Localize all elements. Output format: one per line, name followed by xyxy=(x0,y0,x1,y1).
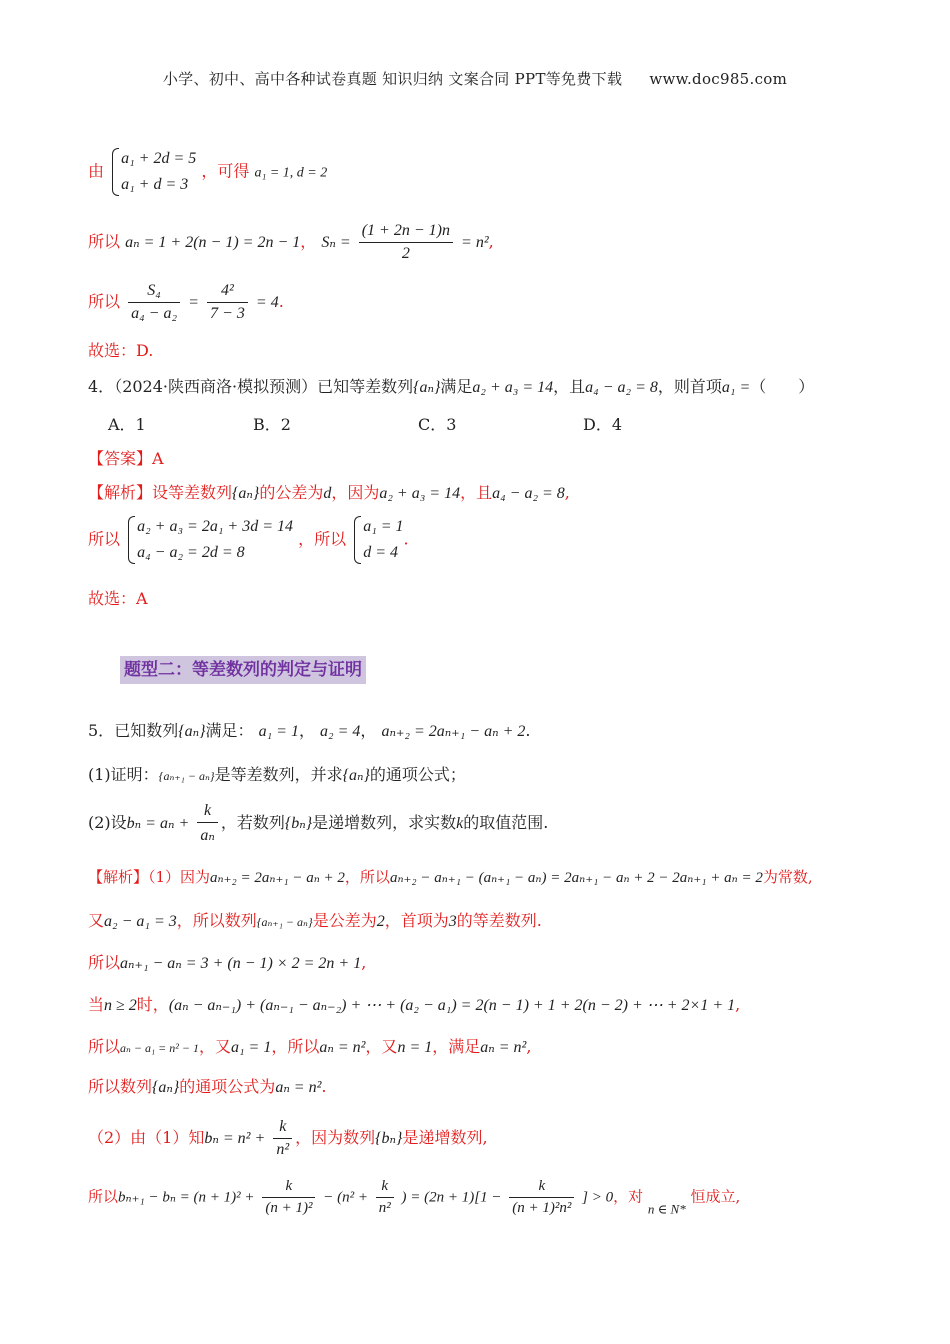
s5-eq5: aₙ = n² xyxy=(480,1039,527,1056)
q4-system-1 xyxy=(125,514,293,566)
p2-text: ，若数列 xyxy=(220,813,285,832)
t2-a: 所以 xyxy=(88,1187,119,1206)
q4-stem1: 已知等差数列 xyxy=(317,377,414,396)
s2-d: 2 xyxy=(376,913,385,930)
prev-eq2: a₁ + d = 3 xyxy=(121,176,189,193)
q4-stem4: ，则首项 xyxy=(657,377,722,396)
s6-a: 所以数列 xyxy=(88,1077,153,1096)
analysis-text4: ，且 xyxy=(460,483,493,502)
t2-d1: (n + 1)² xyxy=(265,1200,313,1216)
s1-end: 为常数, xyxy=(762,868,813,886)
s4-label: 当 xyxy=(88,995,105,1014)
q4-analysis-line: 【解析】设等差数列{aₙ}的公差为d，因为a₂ + a₃ = 14，且a₄ − a₂ = 8, xyxy=(88,483,570,502)
q4-number: 4． xyxy=(88,377,115,396)
q5-sol-line3: 所以aₙ₊₁ − aₙ = 3 + (n − 1) × 2 = 2n + 1, xyxy=(88,953,367,972)
ratio-denominator-2: 7 − 3 xyxy=(210,305,245,322)
s1-eq: aₙ₊₂ = 2aₙ₊₁ − aₙ + 2 xyxy=(210,870,345,886)
analysis-c2: a₄ − a₂ = 8 xyxy=(492,485,565,502)
prev-system-line xyxy=(88,146,327,198)
sys1-row2: a₄ − a₂ = 2d = 8 xyxy=(137,544,245,561)
sn-numerator: (1 + 2n − 1)n xyxy=(359,222,453,243)
s5-eq3: aₙ = n² xyxy=(319,1039,366,1056)
t2-c: 恒成立, xyxy=(690,1187,741,1206)
q4-option-a[interactable]: A．1 xyxy=(108,415,146,434)
p2-seq: {bₙ} xyxy=(284,815,313,832)
t2-cond: n ∈ N* xyxy=(647,1201,686,1217)
prev-eq1: a₁ + 2d = 5 xyxy=(121,150,197,167)
ratio-numerator-2: 4² xyxy=(207,282,248,303)
t2-lhs: bₙ₊₁ − bₙ = (n + 1)² + xyxy=(118,1189,255,1206)
q5-stem2: 满足： xyxy=(205,721,254,740)
analysis-c1: a₂ + a₃ = 14 xyxy=(379,485,461,502)
s6-seq: {aₙ} xyxy=(152,1079,180,1096)
s2-b: ，所以数列 xyxy=(176,911,257,930)
s2-g: 的等差数列. xyxy=(456,911,542,930)
s2-a: 又 xyxy=(88,911,105,930)
s4-eq: (aₙ − aₙ₋₁) + (aₙ₋₁ − aₙ₋₂) + ⋯ + (a₂ − a₁) = 2(n − 1) + 1 + 2(n − 2) + ⋯ + 2×1 + 1 xyxy=(168,997,736,1014)
t2-b: ，对 xyxy=(613,1187,644,1206)
t1-k: k xyxy=(273,1118,292,1139)
q4-option-b[interactable]: B．2 xyxy=(253,415,291,434)
sys2-row2: d = 4 xyxy=(363,544,398,561)
q5-part1 xyxy=(88,762,466,785)
q5-part2 xyxy=(88,802,548,845)
sys2-row1: a₁ = 1 xyxy=(363,518,404,535)
q4-answer: 【答案】A xyxy=(88,449,164,468)
ratio-fraction xyxy=(128,282,180,323)
q5-sol-line5: 所以aₙ − a₁ = n² − 1，又a₁ = 1，所以aₙ = n²，又n = 1，满足aₙ = n², xyxy=(88,1037,532,1056)
t2-mid2: ) = (2n + 1)[1 − xyxy=(401,1189,502,1206)
analysis-text2: 的公差为 xyxy=(259,483,324,502)
t1-bn: bₙ = n² + xyxy=(204,1130,266,1147)
s5-eq2: a₁ = 1 xyxy=(230,1039,272,1056)
s3-label: 所以 xyxy=(88,953,121,972)
q5-part2-sol-line2 xyxy=(88,1178,740,1218)
t2-fraction-1 xyxy=(262,1178,315,1217)
q4-stem2: 满足 xyxy=(440,377,473,396)
p1-text: 是等差数列，并求 xyxy=(214,765,343,784)
q5-c3: aₙ₊₂ = 2aₙ₊₁ − aₙ + 2 xyxy=(381,723,526,740)
sn-suffix: = n² xyxy=(461,234,489,251)
p2-text3: 的取值范围. xyxy=(463,813,549,832)
s5-b: ，又 xyxy=(198,1037,231,1056)
q4-choice: 故选：A xyxy=(88,589,148,608)
s2-eq: a₂ − a₁ = 3 xyxy=(104,913,177,930)
t2-fraction-3 xyxy=(509,1178,574,1217)
s6-eq: aₙ = n² xyxy=(275,1079,322,1096)
p2-text2: 是递增数列，求实数 xyxy=(312,813,457,832)
line3-label: 所以 xyxy=(88,292,121,311)
s1-mid: ，所以 xyxy=(344,868,390,886)
analysis-d: d xyxy=(323,485,332,502)
p2-k: k xyxy=(197,802,217,823)
sn-prefix: Sₙ = xyxy=(321,234,351,251)
ratio-denominator: a₄ − a₂ xyxy=(131,305,178,322)
q4-systems-line: 所以 a₂ + a₃ = 2a₁ + 3d = 14 a₄ − a₂ = 2d = 8 ，所以 a₁ = 1 d = 4 . xyxy=(88,514,409,566)
t2-k1: k xyxy=(262,1178,315,1198)
t2-k3: k xyxy=(509,1178,574,1198)
q4-paren: （ ） xyxy=(750,377,815,396)
q4-seq: {aₙ} xyxy=(413,379,441,396)
q5-sol-line2 xyxy=(88,908,542,931)
s2-e: ，首项为 xyxy=(384,911,449,930)
p1-label: (1)证明： xyxy=(88,765,159,784)
s4-mid: 时， xyxy=(136,995,169,1014)
p2-an: aₙ xyxy=(200,827,215,844)
ratio-fraction-2 xyxy=(207,282,248,323)
q4-stem3: ，且 xyxy=(553,377,586,396)
t1-n2: n² xyxy=(276,1141,290,1158)
q5-stem: 5．已知数列{aₙ}满足： a₁ = 1， a₂ = 4， aₙ₊₂ = 2aₙ₊₁ − aₙ + 2. xyxy=(88,721,531,740)
t1-b: ，因为数列 xyxy=(295,1128,376,1147)
t1-fraction xyxy=(273,1118,292,1159)
q5-sol-line4: 当n ≥ 2时，(aₙ − aₙ₋₁) + (aₙ₋₁ − aₙ₋₂) + ⋯ + (a₂ − a₁) = 2(n − 1) + 1 + 2(n − 2) + ⋯ + 2×1 + 1, xyxy=(88,995,741,1014)
sys-mid: ，所以 xyxy=(298,529,347,549)
t2-end: ] > 0 xyxy=(582,1189,614,1206)
section-title: 题型二：等差数列的判定与证明 xyxy=(120,656,366,684)
prev-an-line: 所以 aₙ = 1 + 2(n − 1) = 2n − 1， Sₙ = $\frac{(1 + 2n - 1)n}{2}$ = n², xyxy=(88,222,494,262)
s1-label: 【解析】（1）因为 xyxy=(88,868,211,886)
an-formula: aₙ = 1 + 2(n − 1) = 2n − 1 xyxy=(125,234,301,251)
s3-eq: aₙ₊₁ − aₙ = 3 + (n − 1) × 2 = 2n + 1 xyxy=(120,955,362,972)
s5-c: ，所以 xyxy=(271,1037,320,1056)
p1-seq2: {aₙ} xyxy=(342,767,370,784)
s2-f: 3 xyxy=(448,913,457,930)
q5-number: 5． xyxy=(88,721,115,740)
p2-label: (2)设 xyxy=(88,813,127,832)
sys1-row1: a₂ + a₃ = 2a₁ + 3d = 14 xyxy=(137,518,293,535)
line2-label: 所以 xyxy=(88,232,121,251)
ratio-result: = 4 xyxy=(255,294,279,311)
s2-c: 是公差为 xyxy=(312,911,377,930)
then-label: ，可得 xyxy=(201,161,250,181)
t2-mid: − (n² + xyxy=(323,1189,368,1206)
t2-d3: (n + 1)²n² xyxy=(512,1200,572,1216)
t1-seq: {bₙ} xyxy=(375,1130,403,1147)
q4-option-c[interactable]: C．3 xyxy=(418,415,457,434)
q4-option-d[interactable]: D．4 xyxy=(583,415,623,434)
q4-system-2 xyxy=(351,514,403,566)
q5-c2: a₂ = 4 xyxy=(320,723,361,740)
s5-e: ，满足 xyxy=(432,1037,481,1056)
by-label: 由 xyxy=(88,161,105,181)
analysis-text3: ，因为 xyxy=(331,483,380,502)
analysis-label: 【解析】 xyxy=(88,483,153,502)
t1-c: 是递增数列, xyxy=(402,1128,488,1147)
q4-cond2: a₄ − a₂ = 8 xyxy=(585,379,658,396)
prev-ratio-line: 所以 $\frac{\text{S₄}}{\text{a₄ − a₂}}$ = $\frac{\text{4²}}{7 - 3}$ = 4. xyxy=(88,282,284,322)
q4-source: （2024·陕西商洛·模拟预测） xyxy=(114,377,318,396)
sn-fraction xyxy=(359,222,453,263)
q5-stem-text: 已知数列 xyxy=(114,721,179,740)
p2-k2: k xyxy=(456,815,464,832)
t2-d2: n² xyxy=(378,1200,391,1216)
q4-target: a₁ = xyxy=(721,379,751,396)
q5-sol-line6: 所以数列{aₙ}的通项公式为aₙ = n². xyxy=(88,1077,327,1096)
sys-label: 所以 xyxy=(88,529,121,549)
ratio-numerator: S₄ xyxy=(128,282,180,303)
t2-k2: k xyxy=(376,1178,394,1198)
s5-eq1: aₙ − a₁ = n² − 1 xyxy=(120,1041,199,1055)
q4-options xyxy=(108,412,808,436)
p2-bn: bₙ = aₙ + xyxy=(126,815,190,832)
analysis-seq: {aₙ} xyxy=(232,485,260,502)
p1-seq: {aₙ₊₁ − aₙ} xyxy=(158,769,215,783)
s5-d: ，又 xyxy=(365,1037,398,1056)
q4-cond1: a₂ + a₃ = 14 xyxy=(472,379,554,396)
s6-b: 的通项公式为 xyxy=(179,1077,276,1096)
q5-part2-sol-line1 xyxy=(88,1118,488,1159)
sn-denominator: 2 xyxy=(401,245,410,262)
p2-fraction xyxy=(197,802,217,845)
q5-seq: {aₙ} xyxy=(178,723,206,740)
prev-choice: 故选：D. xyxy=(88,341,154,360)
q5-c1: a₁ = 1 xyxy=(258,723,299,740)
s4-cond: n ≥ 2 xyxy=(104,997,137,1014)
s5-a: 所以 xyxy=(88,1037,121,1056)
prev-result: a₁ = 1, d = 2 xyxy=(254,165,328,181)
t1-a: （2）由（1）知 xyxy=(88,1128,205,1147)
header-text: 小学、初中、高中各种试卷真题 知识归纳 文案合同 PPT等免费下载 xyxy=(162,70,623,88)
page-header xyxy=(0,68,950,89)
analysis-text1: 设等差数列 xyxy=(152,483,233,502)
s2-seq: {aₙ₊₁ − aₙ} xyxy=(256,915,313,929)
p1-text2: 的通项公式； xyxy=(369,765,466,784)
q4-stem xyxy=(88,374,814,397)
s1-eq2: aₙ₊₂ − aₙ₊₁ − (aₙ₊₁ − aₙ) = 2aₙ₊₁ − aₙ + 2 − 2aₙ₊₁ + aₙ = 2 xyxy=(389,870,763,886)
q5-sol-line1 xyxy=(88,866,813,887)
s5-eq4: n = 1 xyxy=(397,1039,433,1056)
prev-equation-system xyxy=(109,146,196,198)
header-url[interactable]: www.doc985.com xyxy=(649,70,788,88)
t2-fraction-2 xyxy=(376,1178,394,1217)
